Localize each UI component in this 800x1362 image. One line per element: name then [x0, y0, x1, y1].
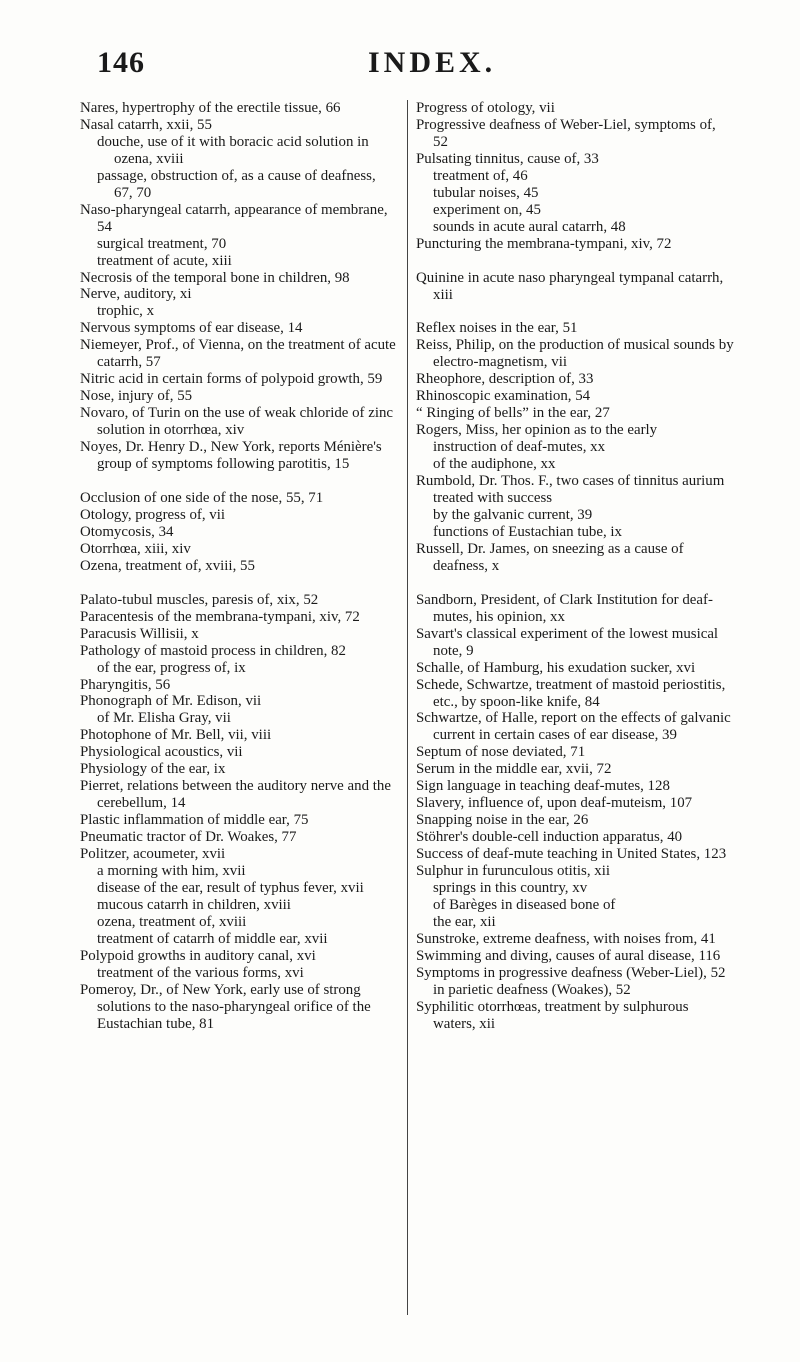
index-entry: Progressive deafness of Weber-Liel, symptoms of, 52 — [416, 116, 716, 150]
index-entry: Sunstroke, extreme deafness, with noises from, 41 — [416, 930, 716, 947]
index-subentry: treatment of, 46 — [433, 167, 528, 184]
index-entry: Niemeyer, Prof., of Vienna, on the treatment of acute catarrh, 57 — [80, 337, 396, 371]
index-entry: Rumbold, Dr. Thos. F., two cases of tinnitus aurium treated with success — [416, 473, 725, 507]
index-entry: Reflex noises in the ear, 51 — [416, 320, 578, 337]
index-entry: Nose, injury of, 55 — [80, 388, 193, 405]
index-entry: Pierret, relations between the auditory nerve and the cerebellum, 14 — [80, 778, 391, 812]
index-subentry: the ear, xii — [433, 913, 496, 930]
index-entry: Phonograph of Mr. Edison, vii — [80, 693, 262, 710]
index-entry: Occlusion of one side of the nose, 55, 71 — [80, 489, 324, 506]
index-subentry: treatment of the various forms, xvi — [97, 964, 304, 981]
page-number: 146 — [97, 46, 145, 79]
index-subentry: of Barèges in diseased bone of — [433, 896, 616, 913]
index-subentry: treatment of catarrh of middle ear, xvii — [97, 930, 328, 947]
index-entry: Schalle, of Hamburg, his exudation sucker, xvi — [416, 659, 696, 676]
index-entry: Pomeroy, Dr., of New York, early use of strong solutions to the naso-pharyngeal orifice of the Eustachian tube, 81 — [80, 981, 371, 1032]
index-entry: Otology, progress of, vii — [80, 506, 226, 523]
index-entry: Septum of nose deviated, 71 — [416, 744, 586, 761]
index-entry: Serum in the middle ear, xvii, 72 — [416, 761, 612, 778]
index-subentry: tubular noises, 45 — [433, 184, 539, 201]
section-gap — [416, 575, 734, 592]
index-entry: Necrosis of the temporal bone in children, 98 — [80, 269, 350, 286]
index-subentry: a morning with him, xvii — [97, 862, 246, 879]
index-entry: Nasal catarrh, xxii, 55 — [80, 116, 212, 133]
index-entry: Naso-pharyngeal catarrh, appearance of membrane, 54 — [80, 201, 388, 235]
index-subentry: functions of Eustachian tube, ix — [433, 523, 622, 540]
index-entry: Quinine in acute naso pharyngeal tympanal catarrh, xiii — [416, 269, 724, 303]
index-subentry: springs in this country, xv — [433, 879, 588, 896]
index-subentry: experiment on, 45 — [433, 201, 541, 218]
index-entry: Politzer, acoumeter, xvii — [80, 846, 226, 863]
index-entry: Physiological acoustics, vii — [80, 744, 243, 761]
index-subentry: passage, obstruction of, as a cause of deafness, 67, 70 — [97, 167, 376, 201]
index-subentry: by the galvanic current, 39 — [433, 506, 593, 523]
index-subentry: instruction of deaf-mutes, xx — [433, 439, 606, 456]
index-column-right — [416, 100, 734, 1033]
index-entry: Snapping noise in the ear, 26 — [416, 812, 589, 829]
index-entry: Otorrhœa, xiii, xiv — [80, 540, 191, 557]
index-entry: Otomycosis, 34 — [80, 523, 174, 540]
index-entry: Photophone of Mr. Bell, vii, viii — [80, 727, 272, 744]
index-entry: Ozena, treatment of, xviii, 55 — [80, 557, 255, 574]
index-subentry: treatment of acute, xiii — [97, 252, 232, 269]
index-entry: Schede, Schwartze, treatment of mastoid periostitis, etc., by spoon-like knife, 84 — [416, 676, 726, 710]
index-entry: Palato-tubul muscles, paresis of, xix, 52 — [80, 591, 319, 608]
index-entry: Paracentesis of the membrana-tympani, xiv, 72 — [80, 608, 360, 625]
index-entry: Novaro, of Turin on the use of weak chloride of zinc solution in otorrhœa, xiv — [80, 405, 394, 439]
index-entry: Symptoms in progressive deafness (Weber-Liel), 52 — [416, 964, 726, 981]
index-entry: Pneumatic tractor of Dr. Woakes, 77 — [80, 829, 297, 846]
index-subentry: surgical treatment, 70 — [97, 235, 227, 252]
index-entry: Pulsating tinnitus, cause of, 33 — [416, 150, 599, 167]
index-subentry: of Mr. Elisha Gray, vii — [97, 710, 231, 727]
section-gap — [416, 303, 734, 320]
index-entry: Swimming and diving, causes of aural disease, 116 — [416, 947, 721, 964]
index-subentry: disease of the ear, result of typhus fever, xvii — [97, 879, 364, 896]
index-subentry: ozena, treatment of, xviii — [97, 913, 247, 930]
index-subentry: of the ear, progress of, ix — [97, 659, 246, 676]
index-entry: Sign language in teaching deaf-mutes, 128 — [416, 778, 670, 795]
section-gap — [416, 253, 734, 270]
index-subentry: sounds in acute aural catarrh, 48 — [433, 218, 626, 235]
index-entry: Nerve, auditory, xi — [80, 286, 192, 303]
index-entry: Russell, Dr. James, on sneezing as a cause of deafness, x — [416, 540, 684, 574]
index-entry: Schwartze, of Halle, report on the effects of galvanic current in certain cases of ear disease, 39 — [416, 710, 731, 744]
index-subentry: of the audiphone, xx — [433, 456, 556, 473]
index-entry: Physiology of the ear, ix — [80, 761, 226, 778]
index-column-left — [80, 100, 398, 1033]
index-entry: Syphilitic otorrhœas, treatment by sulphurous waters, xii — [416, 998, 689, 1032]
column-divider — [407, 100, 408, 1315]
index-entry: Paracusis Willisii, x — [80, 625, 199, 642]
index-entry: Puncturing the membrana-tympani, xiv, 72 — [416, 235, 672, 252]
index-subentry: in parietic deafness (Woakes), 52 — [433, 981, 631, 998]
index-entry: Polypoid growths in auditory canal, xvi — [80, 947, 316, 964]
index-entry: Slavery, influence of, upon deaf-muteism, 107 — [416, 795, 693, 812]
index-entry: Rogers, Miss, her opinion as to the early — [416, 422, 658, 439]
index-subentry: douche, use of it with boracic acid solution in ozena, xviii — [97, 133, 369, 167]
index-entry: Savart's classical experiment of the lowest musical note, 9 — [416, 625, 719, 659]
index-subentry: mucous catarrh in children, xviii — [97, 896, 291, 913]
index-entry: Noyes, Dr. Henry D., New York, reports Ménière's group of symptoms following parotitis, 15 — [80, 439, 382, 473]
index-entry: Sandborn, President, of Clark Institution for deaf-mutes, his opinion, xx — [416, 591, 713, 625]
index-entry: Rheophore, description of, 33 — [416, 371, 594, 388]
index-entry: Rhinoscopic examination, 54 — [416, 388, 591, 405]
index-entry: “ Ringing of bells” in the ear, 27 — [416, 405, 610, 422]
index-entry: Sulphur in furunculous otitis, xii — [416, 863, 610, 880]
index-entry: Nares, hypertrophy of the erectile tissue, 66 — [80, 100, 341, 116]
index-subentry: trophic, x — [97, 303, 155, 320]
index-entry: Plastic inflammation of middle ear, 75 — [80, 812, 309, 829]
running-title: INDEX. — [368, 46, 497, 79]
index-entry: Nervous symptoms of ear disease, 14 — [80, 320, 303, 337]
index-entry: Nitric acid in certain forms of polypoid growth, 59 — [80, 371, 383, 388]
section-gap — [80, 473, 398, 490]
index-entry: Pharyngitis, 56 — [80, 676, 171, 693]
index-entry: Stöhrer's double-cell induction apparatus, 40 — [416, 829, 683, 846]
index-entry: Success of deaf-mute teaching in United States, 123 — [416, 846, 727, 863]
page-header — [0, 46, 800, 86]
index-entry: Reiss, Philip, on the production of musical sounds by electro-magnetism, vii — [416, 337, 734, 371]
index-entry: Pathology of mastoid process in children, 82 — [80, 642, 346, 659]
index-entry: Progress of otology, vii — [416, 100, 555, 116]
section-gap — [80, 575, 398, 592]
